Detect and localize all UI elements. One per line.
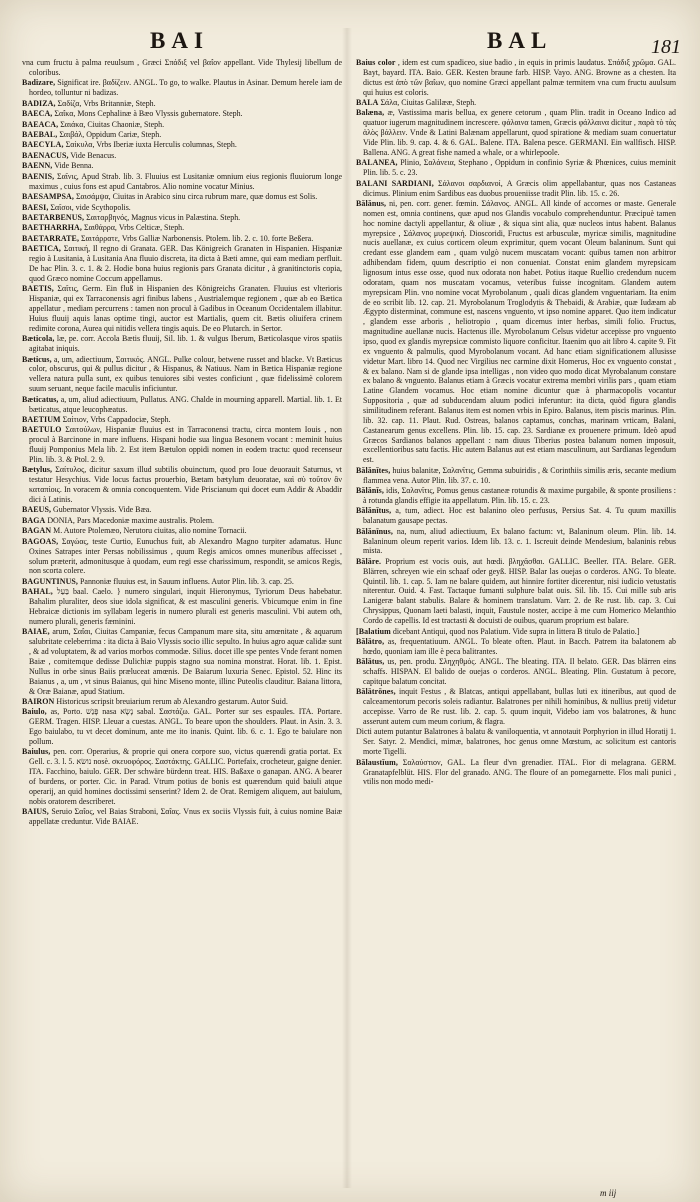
entry-headword: Bălātrōnes, xyxy=(356,687,396,697)
entry-text: Σαιτική, Il regno di Granata. GER. Das Königreich Granaten in Hispanien. Hispaniæ regio à Lusitania, à Lusitania Ana fluuio discreta, ita dicta à Bæti amne, qui eam mediam perfluit. De hac Plin. 3. c. 1. & 2. Hodie bona huius regionis pars Granata dicitur , à granitinctoris copia, quod Græco nomine Coccum appellamus. xyxy=(29,244,342,283)
dictionary-entry xyxy=(356,657,676,687)
entry-text: Σαίτιον, Vrbs Cappadociæ, Steph. xyxy=(62,414,171,424)
entry-headword: BADIZA, xyxy=(22,98,56,108)
entry-headword: BAENACUS, xyxy=(22,150,69,160)
entry-text: Proprium est vocis ouis, aut hœdi. βληχᾶσθαι. GALLIC. Beeller. ITA. Belare. GER. Blärren, schreyen wie ein schaaf oder geyß. HISP. Balar las ouejas o corderos. ANG. To bleate. Quintil. lib. 1. cap. 5. Iam ne balare quidem, aut hinnire fortiter dicerentur, nisi iudicio vetustatis niterentur. Ouid. 4. Fast. Tactaque fumanti sulphure balat ouis. Sil. lib. 15. Cui mille sub aris Lanigeræ balant stabulis. Balare & hominem translatum. Varr. 2. de Re rust. lib. cap. 3. Cui Chrysippus, Quonam laeti balasti, inquit, Faustule noster, accipe à me cum Homerico Melanthio Cordo de capellis. Id est tractasti & docuisti de ouibus, quarum proprium est balare. xyxy=(363,556,676,626)
dictionary-entry xyxy=(356,758,676,788)
entry-text: Σαιτούλων, Hispaniæ fluuius est in Tarraconensi tractu, circa montem Iouis , non procul à Barcinone in mare influens. Hispani hodie sua lingua Besonem vocant : meminit huius fluuij Pomponius Mela lib. 2. Est item Bætulon oppidi nomen in eodem tractu: quod recenseur Plin. lib. 3. & Ptol. 2. 9. xyxy=(29,425,342,464)
entry-headword: Bălaustĭum, xyxy=(356,757,398,767)
entry-text: Pannoniæ fluuius est, in Sauum influens. Autor Plin. lib. 3. cap. 25. xyxy=(80,576,294,586)
right-column xyxy=(356,58,676,1186)
entry-headword: BAETIS, xyxy=(22,284,54,294)
entry-headword: Baiulo, xyxy=(22,707,47,717)
entry-text: Σαιθάρρα, Vrbs Celticæ, Steph. xyxy=(83,223,185,233)
dictionary-entry xyxy=(22,355,342,394)
entry-headword: BAENIS, xyxy=(22,171,55,181)
dictionary-entry xyxy=(22,516,342,526)
dictionary-entry xyxy=(22,213,342,223)
entry-headword: BALA xyxy=(356,98,379,108)
entry-text: Plinio, Σαλάνεια, Stephano , Oppidum in confinio Syriæ & Phœnices, cuius meminit Plin. lib. 5. c. 23. xyxy=(363,158,676,178)
dictionary-entry xyxy=(22,109,342,119)
entry-text: dicebant Antiqui, quod nos Palatium. Vide supra in littera B titulo de Palatio.] xyxy=(392,626,640,636)
entry-headword: Baiulus, xyxy=(22,747,51,757)
entry-headword: Bălāre. xyxy=(356,556,382,566)
entry-text: a, tum, adiect. Hoc est balanino oleo perfusus, Persius Sat. 4. Tu quum maxillis balanatum gausape pectas. xyxy=(363,506,676,526)
entry-text: Σαιταρβηνός, Magnus vicus in Palæstina. Steph. xyxy=(86,213,241,223)
entry-text: Σαίτυλος, dicitur saxum illud subtilis obuinctum, quod pro Ioue deuorauit Saturnus, vt testatur Hesychius. Vide locus factus prouerbio, Bætam bætylum deuoratae, καὶ σὺ τοῦτον ἂν καταπίοις. In voracem & omnia concoquentem. Vide Priscianum qui docet eum Addir & Abaddir dici à Latinis. xyxy=(29,465,342,505)
entry-headword: Bæticus, xyxy=(22,354,52,364)
dictionary-entry xyxy=(22,223,342,233)
entry-headword: Baius color xyxy=(356,58,396,67)
entry-headword: BAETIUM xyxy=(22,414,61,424)
entry-text: Gubernator Vlyssis. Vide Bæa. xyxy=(53,505,152,515)
entry-headword: BAHAL, xyxy=(22,587,53,597)
dictionary-entry xyxy=(22,425,342,464)
dictionary-entry xyxy=(22,244,342,283)
dictionary-entry xyxy=(22,99,342,109)
dictionary-entry xyxy=(22,172,342,192)
entry-headword: Bălātus, xyxy=(356,657,385,667)
entry-headword: BAIAE, xyxy=(22,627,50,637)
dictionary-entry xyxy=(22,697,342,707)
left-column xyxy=(22,58,342,1186)
entry-text: Σαῖνις, Apud Strab. lib. 3. Fluuius est Lusitaniæ omnium eius regionis fluuiorum longe maximus , cuius fons est apud Cantabros. Alio nomine vocatur Minius. xyxy=(29,171,342,191)
page-gutter xyxy=(342,28,352,1188)
dictionary-entry xyxy=(356,108,676,157)
dictionary-entry xyxy=(356,637,676,657)
entry-text: læ, pe. corr. Accola Bætis fluuij, Sil. lib. 1. & vulgus Iberum, Bæticolasque viros spatiis agitabat iniquis. xyxy=(29,334,342,354)
entry-headword: Bălănĭtus, xyxy=(356,506,392,516)
entry-text: vna cum fructu à palma reuulsum , Græci Σπάδιξ vel βαΐον appellant. Vide Thylesij libellum de coloribus. xyxy=(22,58,342,77)
entry-text: Σαισάμψα, Ciuitas in Arabico sinu circa rubrum mare, quæ domus est Solis. xyxy=(75,192,318,202)
entry-text: M. Autore Ptolemæo, Nerutoru ciuitas, alio nomine Tornacii. xyxy=(53,526,247,536)
dictionary-entry xyxy=(356,199,676,465)
dictionary-entry xyxy=(356,466,676,486)
entry-text: pen. corr. Operarius, & proprie qui onera corpore suo, victus quærendi gratia portat. Ex Gell. c. 3. l. 5. נושׂא nosè. σκευοφόρος. Σαστάκτης. GALLIC. Portefaix, crocheteur, gaigne denier. ITA. Facchino, baiulo. GER. Der schwäre bürdenn treat. HIS. Baßaxe o ganapan. ANG. A bearer of burdens, or porter. Cic. in Parad. Vtrum potius de bonis est quærendum quid baiuli atque operarij, an quid homines doctissimi senserint? Idem 2. de Orat. Remigem aliquem, aut baiulum, nobis oratorem describeret. xyxy=(29,747,342,806)
dictionary-entry xyxy=(356,158,676,178)
entry-headword: BAETICA, xyxy=(22,244,61,254)
entry-headword: BAETULO xyxy=(22,425,62,435)
entry-headword: Badizare, xyxy=(22,78,56,88)
entry-headword: BAGOAS, xyxy=(22,536,59,546)
entry-text: Σαιτάρρατε, Vrbs Galliæ Narbonensis. Ptolem. lib. 2. c. 10. forte Beßera. xyxy=(81,233,314,243)
entry-text: Historicus scripsit breuiarium rerum ab Alexandro gestarum. Autor Suid. xyxy=(56,696,288,706)
entry-text: Vide Benacus. xyxy=(70,150,117,160)
dictionary-entry xyxy=(22,707,342,746)
dictionary-entry xyxy=(356,627,676,637)
entry-headword: BAETARBENUS, xyxy=(22,213,85,223)
dictionary-entry xyxy=(22,395,342,415)
entry-text: arum, Σαΐαι, Ciuitas Campaniæ, fecus Campanum mare sita, situ amœnitate , & aquarum salubritate celeberrima : ita dicta à Baio Vlyssis socio illic sepulto. In huius agro aquæ calidæ sunt , & ad voluptatem, & ad varios morbos commodæ. Silius. docet ille spe pentes Vnde ferant nomen Baiæ , comitemque dedisse Dulichiæ puppis stagno sua nomina monstrat. Horat. lib. 1. Epist. Nullus in orbe sinus Baiis præluceat amœnis. De Baiarum luxuria Senec. Epistol. 52. Hinc its Baianus , a, um , vt sinus Baianus, qui hinc Miseno monte, illinc Puteolis clauditur. Baiana littora, & Oræ Baianæ, apud Statium. xyxy=(29,627,342,696)
dictionary-entry xyxy=(356,527,676,557)
dictionary-entry xyxy=(22,78,342,98)
entry-headword: Bæticola, xyxy=(22,334,55,344)
entry-headword: BAEBAL, xyxy=(22,129,58,139)
dictionary-entry xyxy=(356,687,676,726)
entry-headword: BAEUS, xyxy=(22,505,52,515)
dictionary-entry xyxy=(22,334,342,354)
entry-headword: BAENN, xyxy=(22,161,53,171)
entry-text: Σάλανοι σαρδιανοί, A Græcis olim appellabantur, quas nos Castaneas dicimus. Plinium enim Sardibus eas duobus proueniisse tradit Plin. lib. 15. c. 26. xyxy=(363,178,676,198)
entry-text: בַּעַל baal. Caelo. } numero singulari, inquit Hieronymus, Tyriorum Deus habebatur. Bahalim pluraliter, deos siue idola significat, & est masculini generis. Vbicumque enim in fine Hebraicæ dictionis im syllabam legeris in numero plurali est generis masculini. Vbi autem oth, numero plurali, generis fæminini. xyxy=(29,587,342,626)
dictionary-entry xyxy=(22,747,342,806)
dictionary-entry xyxy=(22,161,342,171)
dictionary-entry xyxy=(22,234,342,244)
dictionary-entry xyxy=(22,120,342,130)
dictionary-entry xyxy=(22,284,342,333)
entry-text: ni, pen. corr. gener. fœmin. Σάλανος. ANGL. All kinde of accornes or maste. Generale nomen est, omnia continens, quæ apud nos Glandis vocabulo comprehenduntur. Præcipuè tamen hoc nomine dactyli appellantur, & oliuæ , & siqua sint alia, quæ nucleos intus habent. Balanus myrepsice , Σάλανος μυρεψική. Dioscoridi, Fructus est arbusculæ, myricæ similis, magnitudine nucis auellanæ, ex cuius corticem oleum exprimitur, quem vocant Oleum balaninum. Sunt qui credant esse glandem eam , quam vulgò nucem muscatam vocant: quibus tamen non arbitror adhibendam fidem, quum descriptio ei non conueniat. Constat enim glandem myrepsicam lignosum intus esse osse, quod nux odorata non habet. Potius itaque Ruellio credendum nucem odoratam, quam nos muscatam vocamus, veteribus fuisse incognitam. Glandem autem myrepsicam Plin. vno nomine vocat Myrobolanum , quali dicas glandem vnguentariam. Ita enim de eo scribit lib. 12. cap. 21. Myrobolanum Troglodytis & Thebaidi, & Arabiæ, quæ Iudæam ab Ægypto disterminat, commune est, nascens vnguento, vt ipso nomine apparet. Quo item indicatur , glandem esse arboris , heliotropio , quam dicemus inter herbas, simili folio. Fructus, magnitudine auellanæ nucis. Hactenus ille. Myrobolanum Celsus videtur accepisse pro vnguento ipso, quod ex glandis myrepsicæ commisto liquore conficitur. Itaenim quo ait libro 4. capite 9. Fit ex vnguento & palmulis, quod Myrobolanum vocant. Ad hanc etiam significationem allusisse videtur Mart. libro 14. Quod nec Virgilius nec carmine dixit Homerus, Hoc ex vnguento constat , & ex balano. Nam si de glande ipsa intelligas , non video quo modo dicat Myrobalanum constare ex balano & vnguento. Balanus etiam à Græcis vocatur extrema membri virilis pars , quam etiam Latine Glandem vocamus. Hoc etiam nomine dicuntur quæ à pharmacopolis vocantur Suppositoria , quæ ad subducendam aluum podici inferuntur: ita dicta, quòd figura glandis similitudinem referant. Balanus item est nomen vrbis in Epiro. Balanus, item piscis marinus. Plin. lib. 32. cap. 11. Plaut. Rud. Ostreas, balanos captamus, conchas, marinam vrticam, Balani, Castanearum genus excellens. Plin. lib. 15. cap. 23. Sardianæ ex prouenere primum. Ideò apud Græcos Sardianos balanos appellant : nam diuus Tiberius postea balanum nomen imposuit, excellentioribus satu factis. Hic autem Balanus aut est etiam masculinum, aut Sardianas legendum est. xyxy=(363,199,676,465)
entry-text: Σαῖσοι, vide Scythopolis. xyxy=(50,202,131,212)
entry-text: Σαγώας, teste Curtio, Eunuchus fuit, ab Alexandro Magno turpiter adamatus. Hunc Oxines Satrapes inter Persas nobilissimus , quum Regis amicos omnes muneribus affecisset , solum præterit, admonitusque à quodam, eum regi esse charissimum, respondit, se amicos Regis, non scorta colere. xyxy=(29,536,342,576)
entry-headword: [Balatium xyxy=(356,626,391,636)
entry-text: us, pen. produ. Σληχηθμός. ANGL. The bleating. ITA. Il belato. GER. Das blärren eins schaffs. HISPAN. El balido de ouejas o corderos. ANGL. Bleating. Plin. Gustatum à pecore, capitque balatum concitat. xyxy=(363,657,676,686)
entry-text: na, num, aliud adiectiuum, Ex balano factum: vt, Balaninum oleum. Plin. lib. 14. Balaninum oleum reperit varios. Idem lib. 13. c. 1. Iscreuit deinde Mendesium, balaninis rebus mista. xyxy=(363,526,676,556)
entry-headword: Bălātro, xyxy=(356,636,385,646)
dictionary-entry xyxy=(356,506,676,526)
entry-headword: BAESI, xyxy=(22,202,49,212)
dictionary-entry xyxy=(356,557,676,626)
page-number: 181 xyxy=(651,36,681,58)
catchword: m iij xyxy=(600,1188,617,1198)
dictionary-entry xyxy=(356,98,676,108)
entry-text: idis, Σαλανῖτις, Pomus genus castaneæ rotundis & maxime purgabile, & sponte prosiliens : à rotunda glandis effigie ita appellatum. Plin. lib. 15. c. 23. xyxy=(363,486,676,505)
entry-text: æ, Vastissima maris bellua, ex genere cetorum , quam Plin. tradit in Oceano Indico ad quatuor iugerum magnitudinem increscere. φάλαινα tamen, Græcis φάλλαινα dicitur , παρὰ τὸ τὰς ἁλὸς βάλλειν. Vnde & Latini Balænam appellarunt, quod spiratione & mediam suam conuertatur Vide Plin. lib. 9. cap. 4. & 6. GAL. Balene. ITA. Balena pesce. GERMANI. Ein wallfisch. HISP. Ballena. ANG. A great fishe named a whale, or a whirlepoole. xyxy=(363,108,676,157)
entry-headword: BAETHARRHA, xyxy=(22,223,82,233)
dictionary-entry xyxy=(22,130,342,140)
entry-text: Σαΐκα, Mons Cephalinæ à Bæo Vlyssis gubernatore. Steph. xyxy=(54,109,243,119)
entry-text: Significat ire. βαδίζειν. ANGL. To go, to walke. Plautus in Asinar. Demum herele iam de hordeo, tolluntur ni badizas. xyxy=(29,78,342,98)
entry-text: as, Porto. פָּנַשׁ nasa נָשָׂא sabal. Σαστάζω. GAL. Porter sur ses espaules. ITA. Portare. GERM. Tragen. HISP. Lleuar a cuestas. ANGL. To beare upon the shoulders. Plaut. in Asin. 3. 3. Ego baiulabo, tu vt decet dominum, ante me ito inanis. Quint. lib. 6. c. 1. Ego te baiulare non pollum. xyxy=(29,707,342,746)
dictionary-entry xyxy=(22,587,342,626)
entry-headword: BAGAN xyxy=(22,526,52,536)
entry-text: , idem est cum spadiceo, siue badio , in equis in primis laudatus. Σπάδιξ χρῶμα. GAL. Bayt, bayard. ITA. Baio. GER. Kesten braune farb. HISP. Vayo. ANG. Browne as a chesten. Ita dictus est ἀπὸ τῶν βαΐων, quo nomine Græci appellant palmæ termitem vna cum fructu auulsum qui huius est coloris. xyxy=(363,58,676,97)
dictionary-entry xyxy=(22,627,342,696)
entry-text: Σαίκυλα, Vrbs Iberiæ iuxta Herculis columnas, Steph. xyxy=(65,140,237,150)
dictionary-entry xyxy=(22,577,342,587)
entry-headword: Bæticatus, xyxy=(22,394,59,404)
dictionary-entry xyxy=(22,526,342,536)
entry-text: DONIA, Pars Macedoniæ maxime australis. Ptolem. xyxy=(47,515,214,525)
entry-headword: BAIRON xyxy=(22,696,55,706)
entry-text: Σαῖτις, Germ. Ein fluß in Hispanien des Königreichs Granaten. Fluuius est vlterioris Hispaniæ, qui ex Tarraconensis agri finibus labens , Austrialemque regionem , quæ ab eo Bætica appellatur , mediam percurrens : tamen non procul à Gadibus in Oceanum Occidentalem illabitur. Huius fluuij aquis lanas optime tingi, auctor est Martialis, quem cit. Bætis oliuifera crinem redimite corona, Aurea qui nitidis vellera tingis aquis. De eo Plutarch. in Sertor. xyxy=(29,284,342,333)
dictionary-entry xyxy=(22,203,342,213)
entry-headword: Bălănĭtes, xyxy=(356,465,391,475)
running-head-left: BAI xyxy=(150,28,209,53)
dictionary-entry xyxy=(22,151,342,161)
dictionary-entry xyxy=(356,179,676,199)
dictionary-entry xyxy=(22,192,342,202)
dictionary-entry xyxy=(356,727,676,757)
entry-headword: BALANI SARDIANI, xyxy=(356,178,434,188)
entry-headword: BAEACA, xyxy=(22,119,59,129)
dictionary-entry xyxy=(22,415,342,425)
entry-headword: BAIUS, xyxy=(22,807,49,817)
entry-text: Σαιάκα, Ciuitas Chaoniæ, Steph. xyxy=(60,119,165,129)
entry-headword: BAGA xyxy=(22,515,46,525)
dictionary-entry xyxy=(22,140,342,150)
dictionary-entry xyxy=(22,465,342,504)
entry-headword: BALANEA, xyxy=(356,158,398,168)
entry-headword: Balæna, xyxy=(356,108,385,118)
entry-text: a, um, adiectiuum, Σαιτικός. ANGL. Pulke colour, betwene russet and blacke. Vt Bæticus color, obscurus, qui & pullus dicitur , & Hispanus, & Natiuus. Nam in Bætica Hispaniæ regione vellera natura pulla sunt, ex quibus tenuiores sibi vestes conficiunt , quæ fidelissimè colorem suum seruant, neque facile maculis inficiuntur. xyxy=(29,354,342,394)
entry-headword: Bætylus, xyxy=(22,465,53,475)
entry-text: as, frequentatiuum. ANGL. To bleate often. Plaut. in Bacch. Patrem ita balatonem ab hœdo, quoniam iam ille è peca balitrantes. xyxy=(363,636,676,656)
dictionary-entry xyxy=(22,505,342,515)
entry-headword: BAECYLA, xyxy=(22,140,64,150)
entry-text: Seruio Σαΐος, vel Baias Straboni, Σαΐας. Vnus ex sociis Vlyssis fuit, à cuius nomine Baiæ appellatæ creduntur. Vide BAIAE. xyxy=(29,807,342,827)
entry-headword: BAECA, xyxy=(22,109,53,119)
entry-text: Σάλα, Ciuitas Galilææ, Steph. xyxy=(380,98,477,108)
entry-headword: Bălănus, xyxy=(356,199,387,208)
dictionary-entry xyxy=(22,537,342,576)
entry-text: Σαλαύστιον, GAL. La fleur d'vn grenadier. ITAL. Fior di melagrana. GERM. Granatapfelblüt. HIS. Flor del granado. ANG. The floure of an pomegarnette. Flos mali punici , vtilis non modo medi- xyxy=(363,757,676,787)
entry-text: inquit Festus , & Blatcas, antiqui appellabant, bullas luti ex itineribus, aut quod de calceamentorum pecoris soleis radiantur. Balatrones per nihili hominibus, & nullius pretij videtur accepisse. Varro de Re rust. lib. 2. cap. 5. quum inquit, Videbo iam vos balatrones, & hunc asserunt autem cum meum corium, & flagra. xyxy=(363,687,676,727)
entry-text: huius balanitæ, Σαλανῖτις, Gemma subuiridis , & Corinthiis similis æris, secante medium flammea vena. Autor Plin. lib. 37. c. 10. xyxy=(363,465,676,485)
dictionary-entry xyxy=(356,58,676,97)
entry-text: Dicti autem putantur Balatrones à balatu & vaniloquentia, vt annotauit Porphyrion in illud Horatij 1. Ser. Satyr. 2. Mendici, mimæ, balatrones, hoc genus omne Mœstum, ac solicitum est cantoris morte Tigelli. xyxy=(356,727,676,757)
running-head-right: BAL xyxy=(487,28,553,53)
dictionary-entry xyxy=(22,58,342,78)
entry-headword: BAGUNTINUS, xyxy=(22,576,79,586)
entry-text: Vide Benna. xyxy=(54,161,94,171)
entry-headword: BAESAMPSA, xyxy=(22,192,74,202)
entry-headword: Bălănīnus, xyxy=(356,526,393,536)
dictionary-entry xyxy=(356,486,676,506)
entry-text: Σαδίζα, Vrbs Britanniæ, Steph. xyxy=(57,98,156,108)
entry-text: a, um, aliud adiectiuum, Pullatus. ANG. Chalde in mourning apparell. Martial. lib. 1. Et bæticatus, atque leucophæatus. xyxy=(29,394,342,414)
entry-text: Σαιβάλ, Oppidum Cariæ, Steph. xyxy=(59,129,162,139)
entry-headword: Bălănĭs, xyxy=(356,486,384,496)
entry-headword: BAETARRATE, xyxy=(22,233,80,243)
dictionary-entry xyxy=(22,807,342,827)
